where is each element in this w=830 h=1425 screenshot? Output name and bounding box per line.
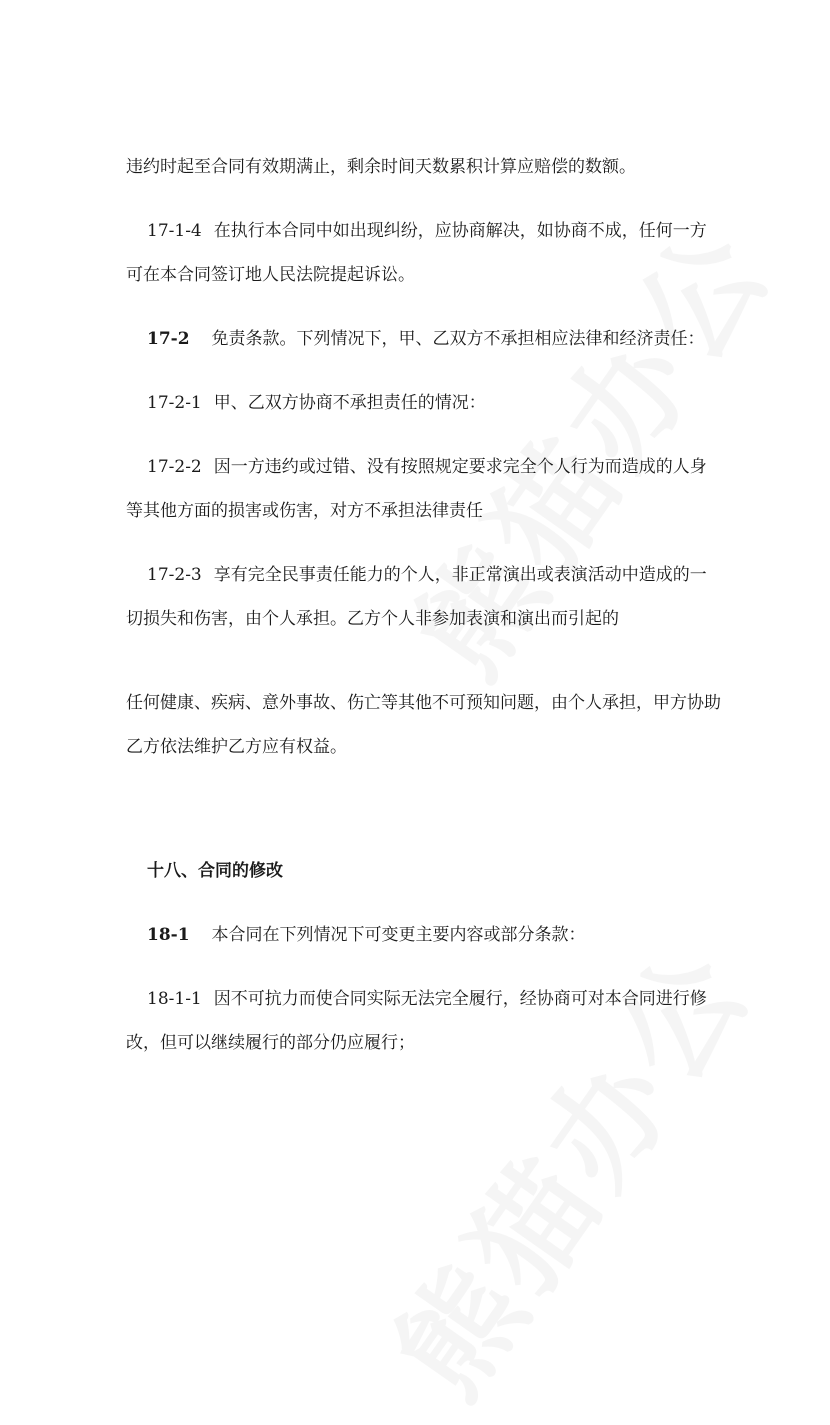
paragraph-line: 乙方依法维护乙方应有权益。: [126, 737, 347, 757]
clause-17-2: [0, 327, 830, 351]
clause-text: 享有完全民事责任能力的个人，非正常演出或表演活动中造成的一: [213, 565, 707, 585]
clause-text: 因不可抗力而使合同实际无法完全履行，经协商可对本合同进行修: [213, 989, 707, 1009]
clause-number: 18-1: [147, 925, 190, 945]
clause-17-2-1: [0, 391, 830, 415]
clause-number: 17-2-3: [147, 565, 202, 585]
clause-text: 本合同在下列情况下可变更主要内容或部分条款：: [211, 925, 586, 945]
clause-number: 17-2: [147, 329, 190, 349]
clause-18-1-1-line2: 改，但可以继续履行的部分仍应履行；: [126, 1033, 415, 1053]
clause-text: 在执行本合同中如出现纠纷，应协商解决，如协商不成，任何一方: [213, 221, 707, 241]
clause-17-2-2: [0, 455, 830, 479]
clause-17-2-3-line2: 切损失和伤害，由个人承担。乙方个人非参加表演和演出而引起的: [126, 609, 619, 629]
clause-text: 甲、乙双方协商不承担责任的情况：: [213, 393, 486, 413]
section-heading-18: 十八、合同的修改: [147, 861, 283, 881]
clause-number: 17-2-2: [147, 457, 202, 477]
clause-17-1-4: [0, 219, 830, 243]
clause-18-1: [0, 923, 830, 947]
clause-number: 17-2-1: [147, 393, 202, 413]
clause-text: 免责条款。下列情况下，甲、乙双方不承担相应法律和经济责任：: [211, 329, 705, 349]
clause-number: 18-1-1: [147, 989, 202, 1009]
watermark: [349, 907, 784, 1425]
clause-17-2-3: [0, 563, 830, 587]
clause-text: 因一方违约或过错、没有按照规定要求完全个人行为而造成的人身: [213, 457, 707, 477]
clause-17-1-4-line2: 可在本合同签订地人民法院提起诉讼。: [126, 265, 415, 285]
paragraph-continuation: 违约时起至合同有效期满止，剩余时间天数累积计算应赔偿的数额。: [126, 157, 636, 177]
clause-number: 17-1-4: [147, 221, 202, 241]
clause-18-1-1: [0, 987, 830, 1011]
clause-17-2-2-line2: 等其他方面的损害或伤害，对方不承担法律责任: [126, 501, 483, 521]
paragraph-line: 任何健康、疾病、意外事故、伤亡等其他不可预知问题，由个人承担，甲方协助: [126, 693, 721, 713]
